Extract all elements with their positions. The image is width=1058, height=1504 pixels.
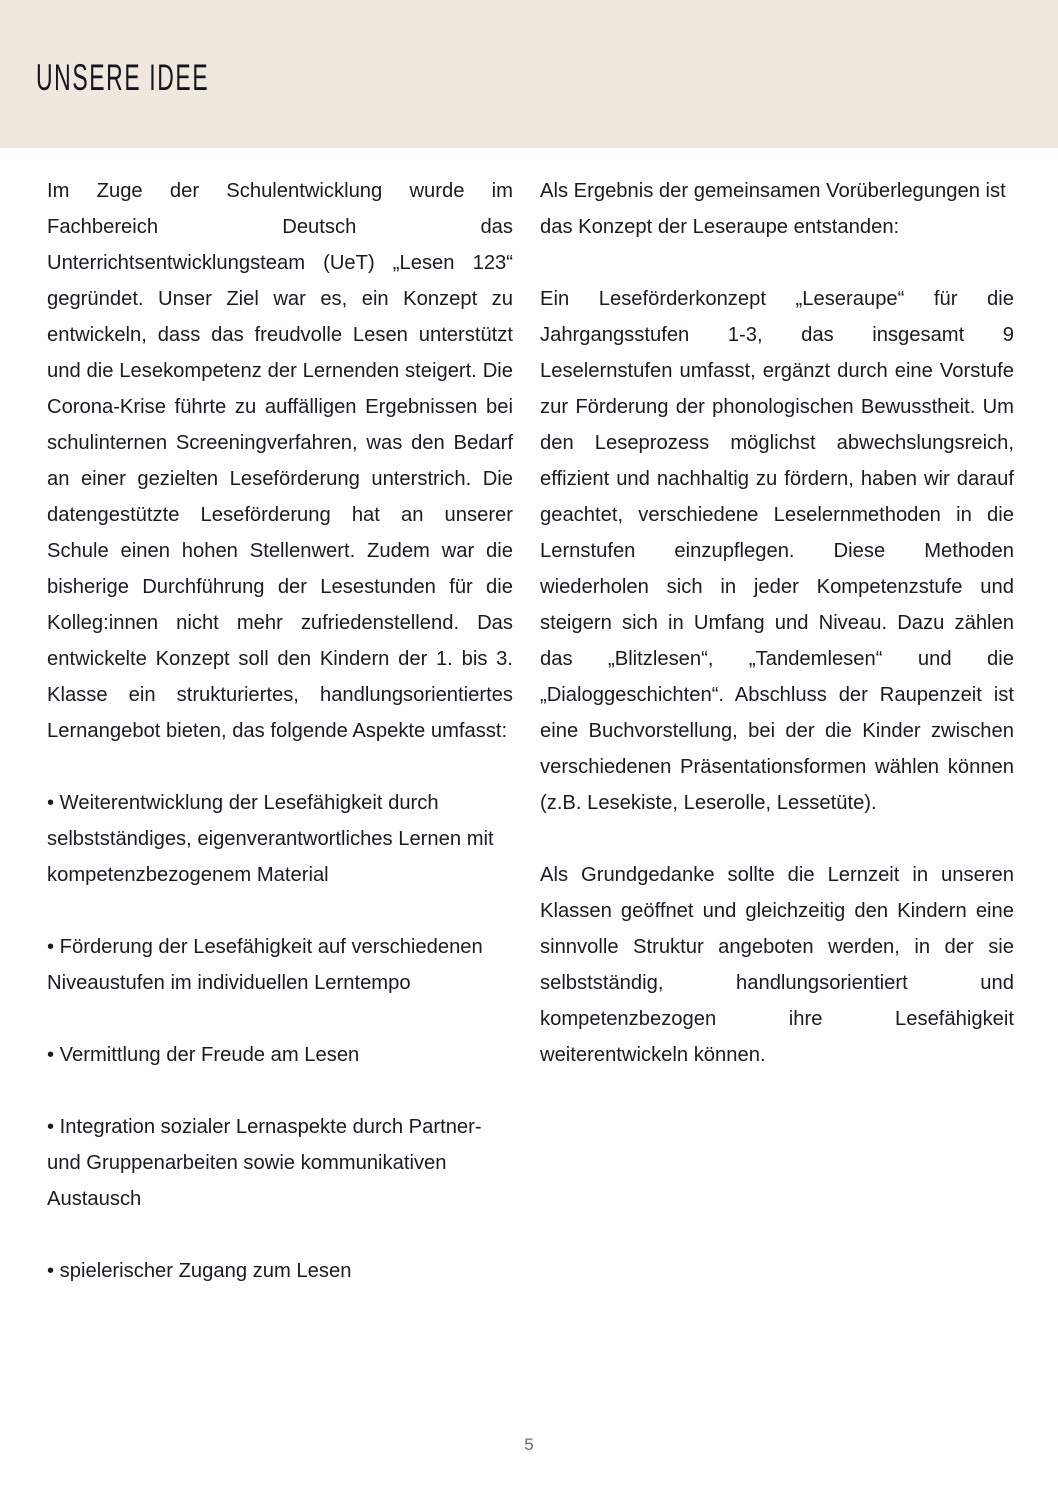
right-intro-paragraph: Als Ergebnis der gemeinsamen Vorüberlegungen ist das Konzept der Leseraupe entstanden: <box>540 180 1006 238</box>
right-column <box>47 173 1014 1073</box>
list-item: • Vermittlung der Freude am Lesen <box>47 1044 360 1066</box>
list-item: • Integration sozialer Lernaspekte durch Partner- und Gruppenarbeiten sowie kommunikativen Austausch <box>47 1116 482 1210</box>
two-column-content <box>0 173 1058 1325</box>
page-number: 5 <box>524 1435 534 1454</box>
list-item: • Weiterentwicklung der Lesefähigkeit durch selbstständiges, eigenverantwortliches Lernen mit kompetenzbezogenem Material <box>47 792 494 886</box>
left-intro-paragraph: Im Zuge der Schulentwicklung wurde im Fachbereich Deutsch das Unterrichtsentwicklungsteam (UeT) „Lesen 123“ gegründet. Unser Ziel war es, ein Konzept zu entwickeln, dass das freudvolle Lesen unterstützt und die Lesekompetenz der Lernenden steigert. Die Corona-Krise führte zu auffälligen Ergebnissen bei schulinternen Screeningverfahren, was den Bedarf an einer gezielten Leseförderung unterstrich. Die datengestützte Leseförderung hat an unserer Schule einen hohen Stellenwert. Zudem war die bisherige Durchführung der Lesestunden für die Kolleg:innen nicht mehr zufriedenstellend. Das entwickelte Konzept soll den Kindern der 1. bis 3. Klasse ein strukturiertes, handlungsorientiertes Lernangebot bieten, das folgende Aspekte umfasst: <box>47 180 513 742</box>
page-title: UNSERE IDEE <box>36 57 210 98</box>
right-closing-paragraph: Als Grundgedanke sollte die Lernzeit in unseren Klassen geöffnet und gleichzeitig den Kindern eine sinnvolle Struktur angeboten werden, in der sie selbstständig, handlungsorientiert und kompetenzbezogen ihre Lesefähigkeit weiterentwickeln können. <box>540 864 1014 1066</box>
list-item: • spielerischer Zugang zum Lesen <box>47 1260 352 1282</box>
page-header-band <box>0 0 1058 148</box>
right-concept-paragraph: Ein Leseförderkonzept „Leseraupe“ für die Jahrgangsstufen 1-3, das insgesamt 9 Leselernstufen umfasst, ergänzt durch eine Vorstufe zur Förderung der phonologischen Bewusstheit. Um den Leseprozess möglichst abwechslungsreich, effizient und nachhaltig zu fördern, haben wir darauf geachtet, verschiedene Leselernmethoden in die Lernstufen einzupflegen. Diese Methoden wiederholen sich in jeder Kompetenzstufe und steigern sich in Umfang und Niveau. Dazu zählen das „Blitzlesen“, „Tandemlesen“ und die „Dialoggeschichten“. Abschluss der Raupenzeit ist eine Buchvorstellung, bei der die Kinder zwischen verschiedenen Präsentationsformen wählen können (z.B. Lesekiste, Leserolle, Lessetüte). <box>540 288 1014 814</box>
list-item: • Förderung der Lesefähigkeit auf verschiedenen Niveaustufen im individuellen Lerntempo <box>47 936 483 994</box>
